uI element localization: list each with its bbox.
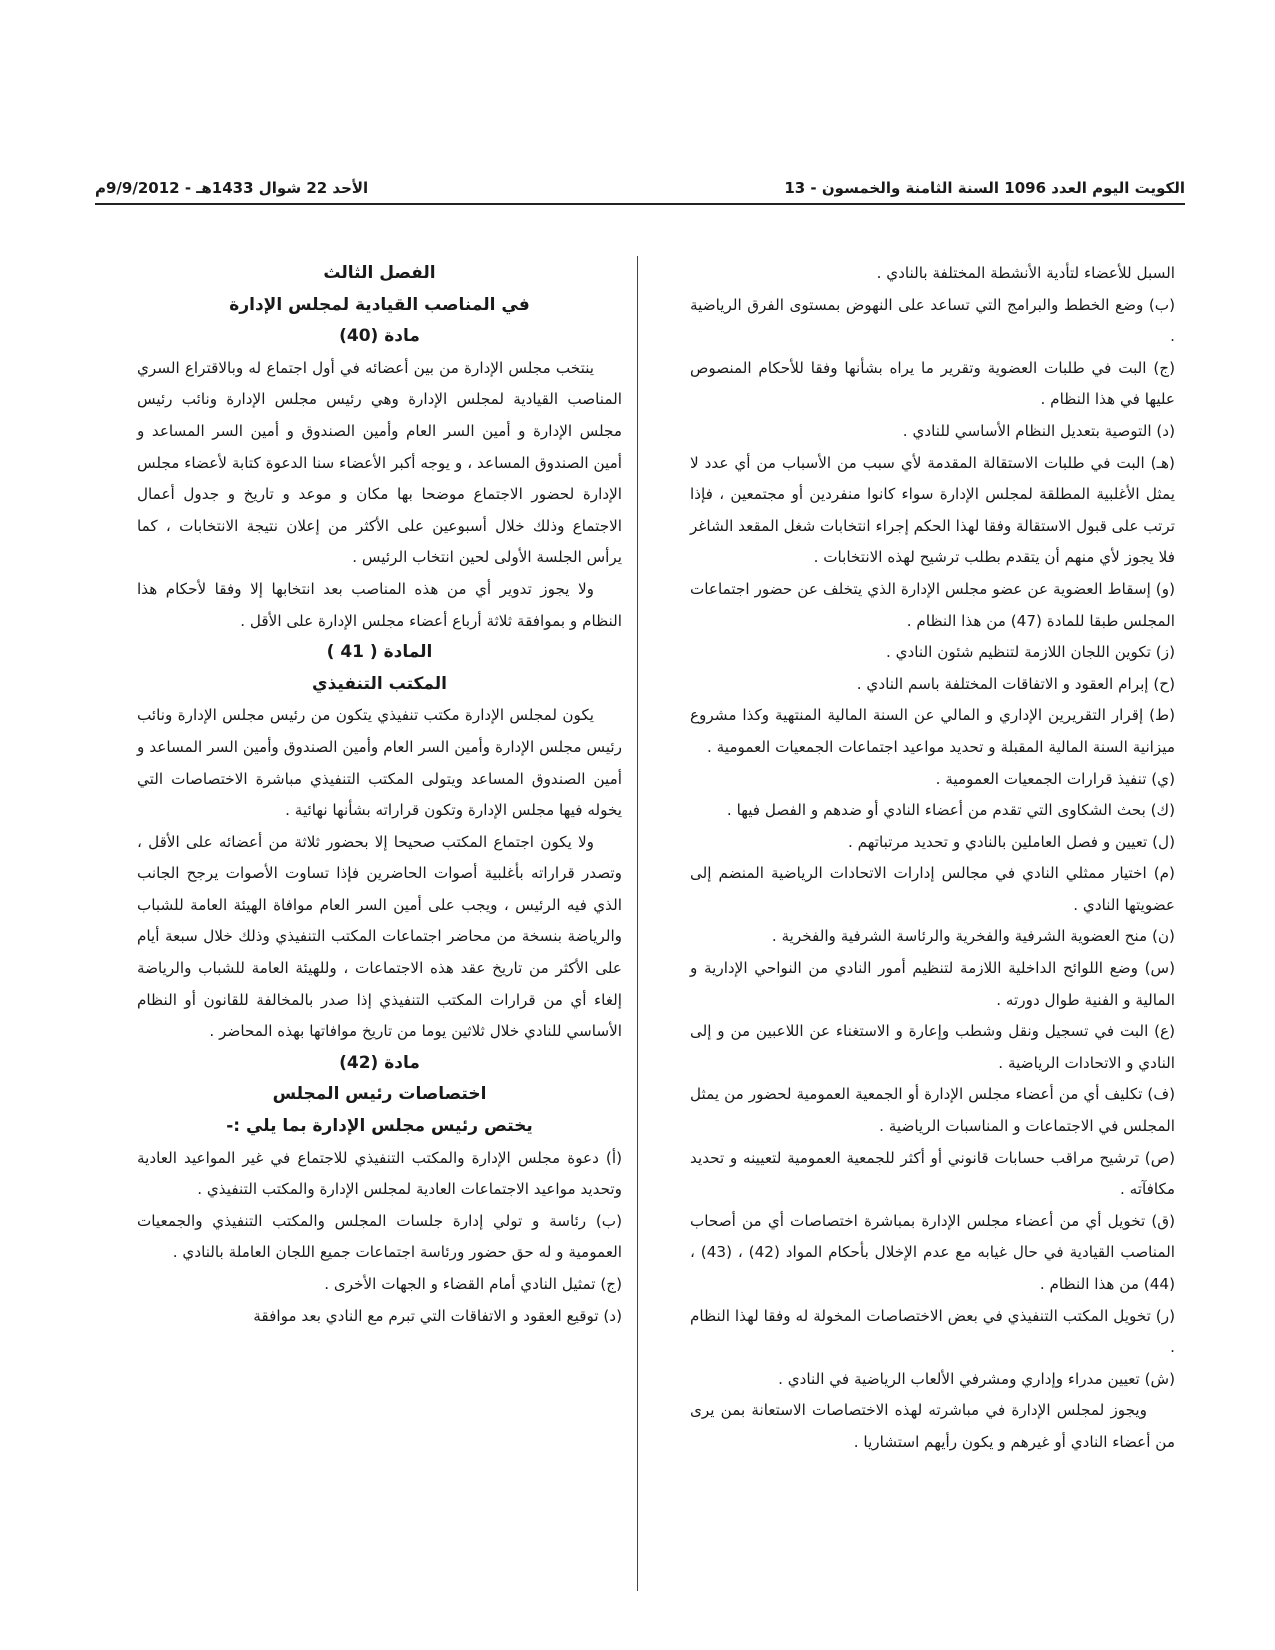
section-heading: اختصاصات رئيس المجلس	[272, 1084, 487, 1105]
paragraph: (ج) البت في طلبات العضوية وتقرير ما يراه بشأنها وفقا للأحكام المنصوص عليها في هذا النظام .	[690, 358, 1175, 409]
paragraph: يكون لمجلس الإدارة مكتب تنفيذي يتكون من رئيس مجلس الإدارة ونائب رئيس مجلس الإدارة وأمين السر العام وأمين الصندوق وأمين السر المساعد و أمين الصندوق المساعد ويتولى المكتب التنفيذي مباشرة الاختصاصات التي يخوله فيها مجلس الإدارة وتكون قراراته بشأنها نهائية .	[137, 706, 622, 820]
paragraph: (أ) دعوة مجلس الإدارة والمكتب التنفيذي للاجتماع في غير المواعيد العادية وتحديد مواعيد الاجتماعات العادية لمجلس الإدارة والمكتب التنفيذي .	[137, 1148, 622, 1199]
paragraph: (ب) رئاسة و تولي إدارة جلسات المجلس والمكتب التنفيذي والجمعيات العمومية و له حق حضور ورئاسة اجتماعات جميع اللجان العاملة بالنادي .	[137, 1211, 622, 1262]
paragraph: (ط) إقرار التقريرين الإداري و المالي عن السنة المالية المنتهية وكذا مشروع ميزانية السنة المالية المقبلة و تحديد مواعيد اجتماعات الجمعيات العمومية .	[690, 706, 1175, 756]
paragraph: ولا يجوز تدوير أي من هذه المناصب بعد انتخابها إلا وفقا لأحكام هذا النظام و بموافقة ثلاثة أرباع أعضاء مجلس الإدارة على الأقل .	[137, 579, 622, 630]
paragraph: (ح) إبرام العقود و الاتفاقات المختلفة باسم النادي .	[856, 674, 1175, 693]
paragraph: (ف) تكليف أي من أعضاء مجلس الإدارة أو الجمعية العمومية لحضور من يمثل المجلس في الاجتماعات و المناسبات الرياضية .	[690, 1085, 1175, 1136]
section-heading: المادة ( 41 )	[326, 642, 433, 663]
paragraph: (ع) البت في تسجيل ونقل وشطب وإعارة و الاستغناء عن اللاعبين من و إلى النادي و الاتحادات الرياضية .	[690, 1022, 1175, 1072]
right-column	[690, 258, 1175, 1459]
column-divider	[637, 256, 638, 1591]
paragraph: (ر) تخويل المكتب التنفيذي في بعض الاختصاصات المخولة له وفقا لهذا النظام .	[690, 1306, 1175, 1357]
section-heading: مادة (42)	[339, 1052, 420, 1073]
header-date: الأحد 22 شوال 1433هـ - 9/9/2012م	[95, 179, 369, 197]
paragraph: (ب) وضع الخطط والبرامج التي تساعد على النهوض بمستوى الفرق الرياضية .	[690, 295, 1175, 346]
paragraph: (س) وضع اللوائح الداخلية اللازمة لتنظيم أمور النادي من النواحي الإدارية و المالية و الفنية طوال دورته .	[690, 959, 1175, 1009]
paragraph: ينتخب مجلس الإدارة من بين أعضائه في أول اجتماع له وبالاقتراع السري المناصب القيادية لمجلس الإدارة وهي رئيس مجلس الإدارة ونائب رئيس مجلس الإدارة و أمين السر العام وأمين الصندوق و أمين السر المساعد و أمين الصندوق المساعد ، و يوجه أكبر الأعضاء سنا الدعوة كتابة لأعضاء مجلس الإدارة لحضور الاجتماع موضحا بها مكان و موعد و تاريخ و جدول أعمال الاجتماع وذلك خلال أسبوعين على الأكثر من إعلان نتيجة الانتخابات ، كما يرأس الجلسة الأولى لحين انتخاب الرئيس .	[137, 358, 622, 567]
header-issue: الكويت اليوم العدد 1096 السنة الثامنة والخمسون - 13	[784, 179, 1185, 197]
section-heading: المكتب التنفيذي	[311, 673, 447, 694]
paragraph: ويجوز لمجلس الإدارة في مباشرته لهذه الاختصاصات الاستعانة بمن يرى من أعضاء النادي أو غيرهم و يكون رأيهم استشاريا .	[690, 1401, 1175, 1451]
section-heading: مادة (40)	[339, 326, 420, 347]
paragraph: (ش) تعيين مدراء وإداري ومشرفي الألعاب الرياضية في النادي .	[778, 1369, 1175, 1388]
paragraph: (م) اختيار ممثلي النادي في مجالس إدارات الاتحادات الرياضية المنضم إلى عضويتها النادي .	[690, 864, 1175, 914]
paragraph: (د) توقيع العقود و الاتفاقات التي تبرم مع النادي بعد موافقة	[253, 1306, 622, 1325]
page-header	[95, 165, 1185, 205]
section-heading: في المناصب القيادية لمجلس الإدارة	[229, 294, 530, 315]
section-heading: يختص رئيس مجلس الإدارة بما يلي :-	[226, 1116, 533, 1137]
paragraph: ولا يكون اجتماع المكتب صحيحا إلا بحضور ثلاثة من أعضائه على الأقل ، وتصدر قراراته بأغلبية أصوات الحاضرين فإذا تساوت الأصوات يرجح الجانب الذي فيه الرئيس ، ويجب على أمين السر العام موافاة الهيئة العامة للشباب والرياضة بنسخة من محاضر اجتماعات المكتب التنفيذي وذلك خلال سبعة أيام على الأكثر من تاريخ عقد هذه الاجتماعات ، وللهيئة العامة للشباب والرياضة إلغاء أي من قرارات المكتب التنفيذي إذا صدر بالمخالفة للقانون أو النظام الأساسي للنادي خلال ثلاثين يوما من تاريخ موافاتها بهذه المحاضر .	[137, 832, 622, 1041]
paragraph: (ز) تكوين اللجان اللازمة لتنظيم شئون النادي .	[886, 643, 1175, 662]
paragraph: (ق) تخويل أي من أعضاء مجلس الإدارة بمباشرة اختصاصات أي من أصحاب المناصب القيادية في حال غيابه مع عدم الإخلال بأحكام المواد (42) ، (43) ، (44) من هذا النظام .	[690, 1211, 1176, 1293]
paragraph: (ص) ترشيح مراقب حسابات قانوني أو أكثر للجمعية العمومية لتعيينه و تحديد مكافآته .	[690, 1148, 1175, 1199]
section-heading: الفصل الثالث	[323, 263, 436, 283]
paragraph: (ج) تمثيل النادي أمام القضاء و الجهات الأخرى .	[324, 1275, 622, 1293]
paragraph: (ل) تعيين و فصل العاملين بالنادي و تحديد مرتباتهم .	[848, 832, 1175, 851]
paragraph: (د) التوصية بتعديل النظام الأساسي للنادي .	[902, 421, 1175, 440]
paragraph: (ك) بحث الشكاوى التي تقدم من أعضاء النادي أو ضدهم و الفصل فيها .	[726, 801, 1175, 820]
paragraph: السبل للأعضاء لتأدية الأنشطة المختلفة بالنادي .	[876, 264, 1175, 282]
paragraph: (ن) منح العضوية الشرفية والفخرية والرئاسة الشرفية والفخرية .	[771, 927, 1175, 946]
left-column	[137, 258, 622, 1332]
paragraph: (ي) تنفيذ قرارات الجمعيات العمومية .	[935, 769, 1175, 788]
paragraph: (و) إسقاط العضوية عن عضو مجلس الإدارة الذي يتخلف عن حضور اجتماعات المجلس طبقا للمادة (47) من هذا النظام .	[690, 579, 1175, 630]
paragraph: (هـ) البت في طلبات الاستقالة المقدمة لأي سبب من الأسباب من أي عدد لا يمثل الأغلبية المطلقة لمجلس الإدارة سواء كانوا منفردين أو مجتمعين ، فإذا ترتب على قبول الاستقالة وفقا لهذا الحكم إجراء انتخابات شغل المقعد الشاغر فلا يجوز لأي منهم أن يتقدم بطلب ترشيح لهذه الانتخابات .	[690, 453, 1175, 567]
